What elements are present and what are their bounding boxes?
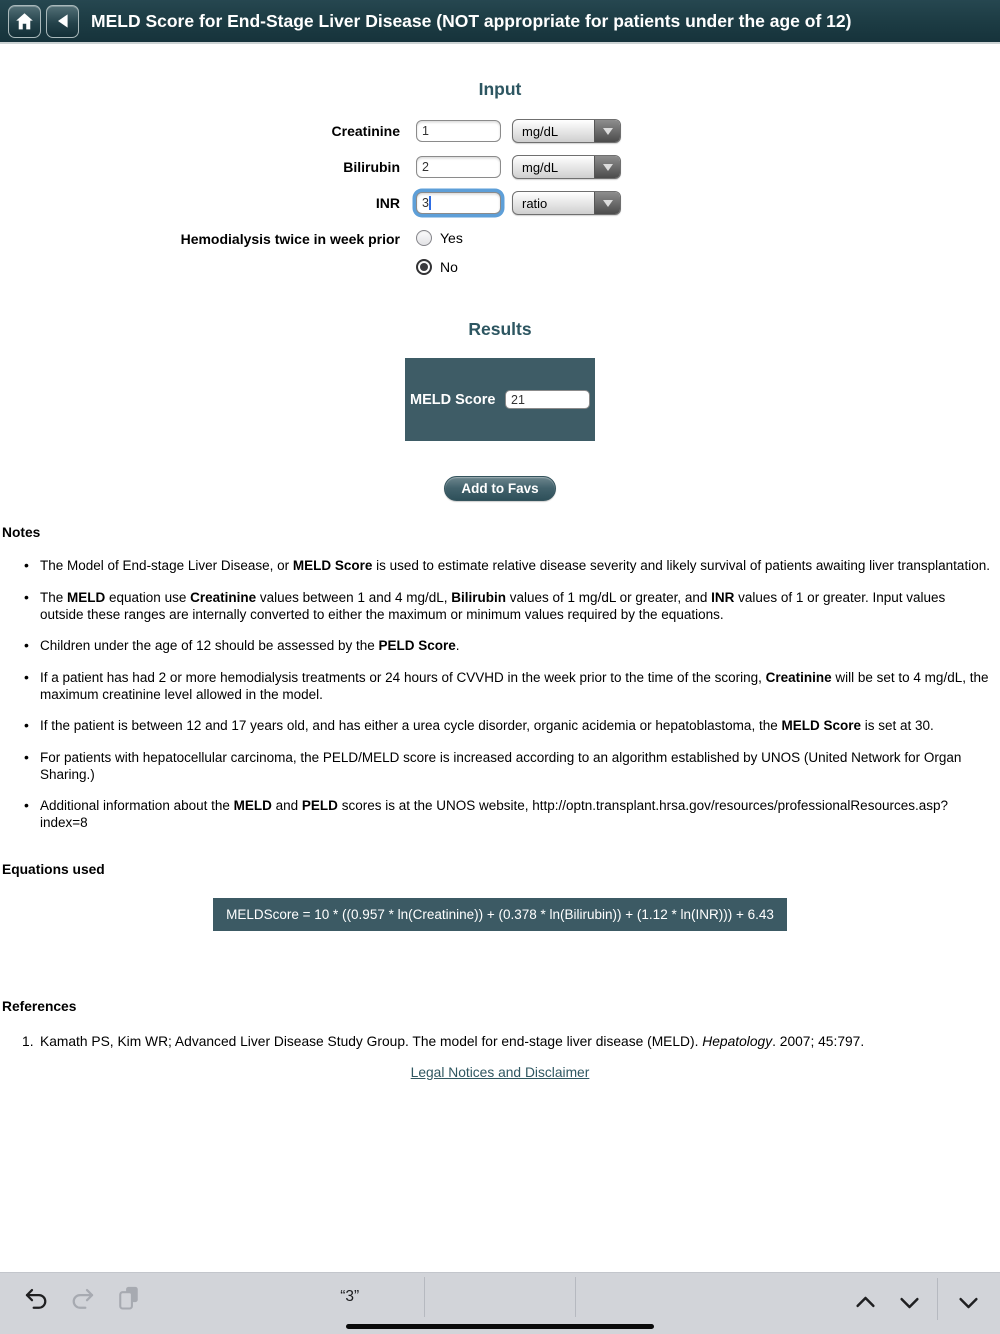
undo-button[interactable] xyxy=(23,1285,50,1312)
field-navigation xyxy=(852,1284,982,1320)
bilirubin-input[interactable] xyxy=(416,156,501,178)
radio-unselected-icon[interactable] xyxy=(416,230,432,246)
autocomplete-suggestion-empty[interactable] xyxy=(425,1277,574,1317)
autocomplete-suggestion-empty[interactable] xyxy=(576,1277,725,1317)
redo-button[interactable] xyxy=(69,1285,96,1312)
bilirubin-input-wrap xyxy=(416,156,501,178)
creatinine-row xyxy=(0,118,1000,144)
hemodialysis-option-no[interactable] xyxy=(416,259,463,275)
keyboard-dismiss-icon xyxy=(955,1289,982,1316)
back-button[interactable] xyxy=(46,5,79,38)
content xyxy=(0,46,1000,1080)
equations-heading: Equations used xyxy=(2,862,105,877)
toolbar-divider xyxy=(937,1278,938,1320)
chevron-down-icon xyxy=(594,156,620,178)
meld-score-label: MELD Score xyxy=(410,391,496,408)
reference-item: Kamath PS, Kim WR; Advanced Liver Disease Study Group. The model for end-stage liver disease (MELD). Hepatology. 2007; 45:797. xyxy=(40,1034,865,1049)
radio-no-label: No xyxy=(440,259,458,275)
notes-heading: Notes xyxy=(2,525,41,540)
creatinine-unit-value: mg/dL xyxy=(522,123,559,139)
results-panel xyxy=(405,358,595,441)
autocomplete-bar xyxy=(275,1277,725,1317)
chevron-up-icon xyxy=(852,1289,879,1316)
note-item: • Additional information about the MELD and PELD scores is at the UNOS website, http://optn.transplant.hrsa.gov/resources/professionalResources.asp?index=8 xyxy=(0,797,1000,831)
bilirubin-unit-value: mg/dL xyxy=(522,159,559,175)
bilirubin-unit-dropdown[interactable] xyxy=(512,155,621,179)
inr-row xyxy=(0,190,1000,216)
paste-button[interactable] xyxy=(115,1284,143,1312)
radio-yes-label: Yes xyxy=(440,230,463,246)
note-item: • Children under the age of 12 should be assessed by the PELD Score. xyxy=(0,637,1000,654)
bilirubin-row xyxy=(0,154,1000,180)
note-item: • The MELD equation use Creatinine values between 1 and 4 mg/dL, Bilirubin values of 1 mg/dL or greater, and INR values of 1 or greater. Input values outside these ranges are internally converted to either the maximum or minimum values required by the equations. xyxy=(0,589,1000,623)
topbar xyxy=(0,0,1000,44)
creatinine-label: Creatinine xyxy=(331,123,400,139)
previous-field-button[interactable] xyxy=(852,1289,879,1316)
autocomplete-suggestion[interactable]: “3” xyxy=(340,1288,360,1305)
inr-label: INR xyxy=(375,195,400,211)
home-indicator[interactable] xyxy=(346,1324,654,1330)
meld-score-value[interactable] xyxy=(505,390,590,409)
note-item: • For patients with hepatocellular carcinoma, the PELD/MELD score is increased according to an algorithm established by UNOS (United Network for Organ Sharing.) xyxy=(0,749,1000,783)
creatinine-input-wrap xyxy=(416,120,501,142)
home-button[interactable] xyxy=(8,5,41,38)
keyboard-accessory-bar xyxy=(0,1272,1000,1334)
redo-icon xyxy=(69,1285,96,1312)
back-icon xyxy=(53,11,73,31)
note-item: • If a patient has had 2 or more hemodialysis treatments or 24 hours of CVVHD in the week prior to the time of the scoring, Creatinine will be set to 4 mg/dL, the maximum creatinine level allowed in the model. xyxy=(0,669,1000,703)
notes-list xyxy=(0,557,1000,831)
radio-selected-icon[interactable] xyxy=(416,259,432,275)
note-item: • The Model of End-stage Liver Disease, or MELD Score is used to estimate relative disease severity and likely survival of patients awaiting liver transplantation. xyxy=(0,557,1000,574)
undo-icon xyxy=(23,1285,50,1312)
chevron-down-icon xyxy=(594,120,620,142)
home-icon xyxy=(14,11,35,32)
references-heading: References xyxy=(2,999,77,1014)
dismiss-keyboard-button[interactable] xyxy=(955,1289,982,1316)
bilirubin-label: Bilirubin xyxy=(343,159,400,175)
hemodialysis-row xyxy=(0,231,1000,275)
chevron-down-icon xyxy=(594,192,620,214)
equation-text: MELDScore = 10 * ((0.957 * ln(Creatinine)) + (0.378 * ln(Bilirubin)) + (1.12 * ln(INR))) + 6.43 xyxy=(226,907,774,922)
paste-icon xyxy=(115,1284,143,1312)
creatinine-input[interactable] xyxy=(416,120,501,142)
results-section-heading: Results xyxy=(468,319,532,339)
inr-unit-value: ratio xyxy=(522,195,548,211)
input-section-heading: Input xyxy=(478,79,522,99)
equation-box xyxy=(213,898,787,931)
chevron-down-icon xyxy=(896,1289,923,1316)
edit-actions xyxy=(23,1284,143,1312)
hemodialysis-options xyxy=(416,230,463,275)
inr-input-wrap xyxy=(416,192,501,214)
hemodialysis-option-yes[interactable] xyxy=(416,230,463,246)
favs-button-wrap xyxy=(0,476,1000,501)
page-title: MELD Score for End-Stage Liver Disease (NOT appropriate for patients under the age of 12) xyxy=(91,10,852,31)
creatinine-unit-dropdown[interactable] xyxy=(512,119,621,143)
note-item: • If the patient is between 12 and 17 years old, and has either a urea cycle disorder, organic acidemia or hepatoblastoma, the MELD Score is set at 30. xyxy=(0,717,1000,734)
text-cursor xyxy=(429,196,431,210)
add-to-favs-button[interactable]: Add to Favs xyxy=(444,476,555,501)
references-list xyxy=(0,1033,1000,1050)
next-field-button[interactable] xyxy=(896,1289,923,1316)
inr-unit-dropdown[interactable] xyxy=(512,191,621,215)
input-form xyxy=(0,118,1000,275)
hemodialysis-label: Hemodialysis twice in week prior xyxy=(180,231,400,247)
legal-notices-link[interactable]: Legal Notices and Disclaimer xyxy=(410,1065,590,1080)
